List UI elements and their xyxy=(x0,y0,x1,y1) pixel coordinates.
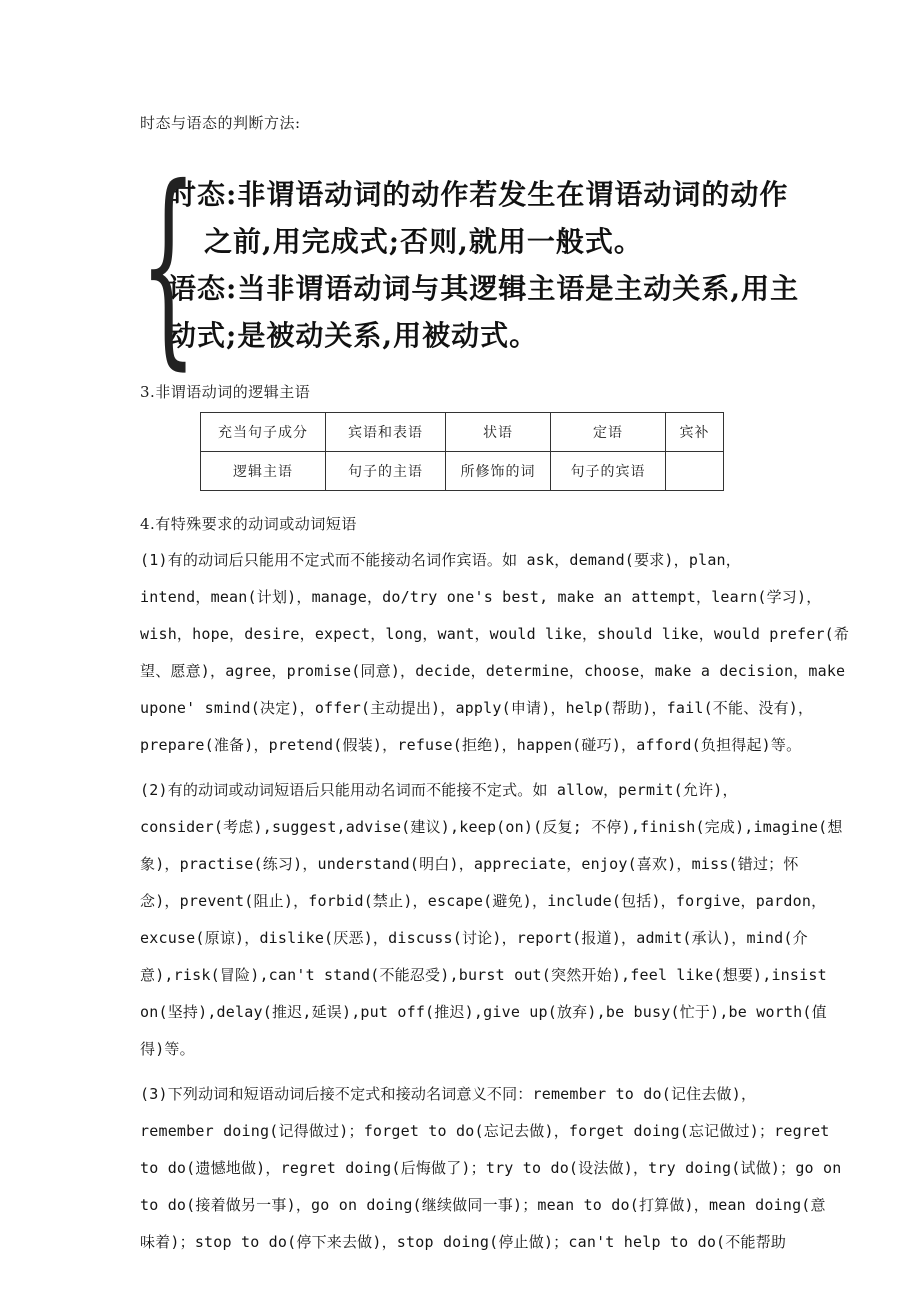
table-cell: 充当句子成分 xyxy=(201,413,326,452)
table-row xyxy=(201,413,724,452)
left-brace-glyph: { xyxy=(140,141,197,388)
table-cell: 句子的宾语 xyxy=(551,452,666,491)
intro-line: 时态与语态的判断方法: xyxy=(140,114,301,132)
table-body xyxy=(201,413,724,491)
text-line: 象)，practise(练习)，understand(明白)，appreciate，enjoy(喜欢)，miss(错过；怀 xyxy=(140,855,799,873)
table-cell: 宾语和表语 xyxy=(326,413,446,452)
table-cell: 定语 xyxy=(551,413,666,452)
table-cell: 状语 xyxy=(446,413,551,452)
table-cell: 句子的主语 xyxy=(326,452,446,491)
table-row xyxy=(201,452,724,491)
paragraph-2 xyxy=(140,772,843,1068)
table-cell: 所修饰的词 xyxy=(446,452,551,491)
text-line: to do(遗憾地做)，regret doing(后悔做了)；try to do(设法做)，try doing(试做)；go on xyxy=(140,1159,842,1177)
paragraph-3 xyxy=(140,1076,842,1261)
rule-line: 语态:当非谓语动词与其逻辑主语是主动关系,用主 xyxy=(168,272,800,305)
rule-lines xyxy=(164,171,799,359)
section4-heading: 4.有特殊要求的动词或动词短语 xyxy=(140,515,357,533)
text-line: excuse(原谅)，dislike(厌恶)，discuss(讨论)，report(报道)，admit(承认)，mind(介 xyxy=(140,929,808,947)
text-line: intend，mean(计划)，manage，do/try one's best, make an attempt，learn(学习)， xyxy=(140,588,822,606)
rule-brace-block xyxy=(140,141,800,388)
text-line: consider(考虑),suggest,advise(建议),keep(on)(反复; 不停),finish(完成),imagine(想 xyxy=(140,818,843,836)
text-line: to do(接着做另一事)，go on doing(继续做同一事)；mean to do(打算做)，mean doing(意 xyxy=(140,1196,826,1214)
text-line: 味着)；stop to do(停下来去做)，stop doing(停止做)；can't help to do(不能帮助 xyxy=(140,1233,787,1251)
paragraph-1 xyxy=(140,542,850,764)
table-cell: 逻辑主语 xyxy=(201,452,326,491)
text-line: (3)下列动词和短语动词后接不定式和接动名词意义不同：remember to do(记住去做)， xyxy=(140,1085,757,1103)
section3-heading: 3.非谓语动词的逻辑主语 xyxy=(140,383,311,401)
text-line: on(坚持),delay(推迟,延误),put off(推迟),give up(放弃),be busy(忙于),be worth(值 xyxy=(140,1003,827,1021)
text-line: upone' smind(决定)，offer(主动提出)，apply(申请)，help(帮助)，fail(不能、没有)， xyxy=(140,699,814,717)
rule-line: 动式;是被动关系,用被动式。 xyxy=(168,319,539,352)
text-line: (2)有的动词或动词短语后只能用动名词而不能接不定式。如 allow，permit(允许)， xyxy=(140,781,738,799)
table-cell: 宾补 xyxy=(666,413,724,452)
rule-line: 之前,用完成式;否则,就用一般式。 xyxy=(204,225,643,258)
rule-line: 时态:非谓语动词的动作若发生在谓语动词的动作 xyxy=(168,178,789,211)
text-line: 意),risk(冒险),can't stand(不能忍受),burst out(突然开始),feel like(想要),insist xyxy=(140,966,827,984)
text-line: wish，hope，desire，expect，long，want，would like，should like，would prefer(希 xyxy=(140,625,850,643)
text-line: remember doing(记得做过)；forget to do(忘记去做)，forget doing(忘记做过)；regret xyxy=(140,1122,830,1140)
logical-subject-table xyxy=(200,412,724,491)
text-line: 念)，prevent(阻止)，forbid(禁止)，escape(避免)，include(包括)，forgive，pardon， xyxy=(140,892,827,910)
text-line: prepare(准备)，pretend(假装)，refuse(拒绝)，happen(碰巧)，afford(负担得起)等。 xyxy=(140,736,802,754)
table-cell xyxy=(666,452,724,491)
text-line: 得)等。 xyxy=(140,1040,195,1058)
text-line: 望、愿意)，agree，promise(同意)，decide，determine，choose，make a decision，make xyxy=(140,662,846,680)
text-line: (1)有的动词后只能用不定式而不能接动名词作宾语。如 ask，demand(要求)，plan， xyxy=(140,551,741,569)
